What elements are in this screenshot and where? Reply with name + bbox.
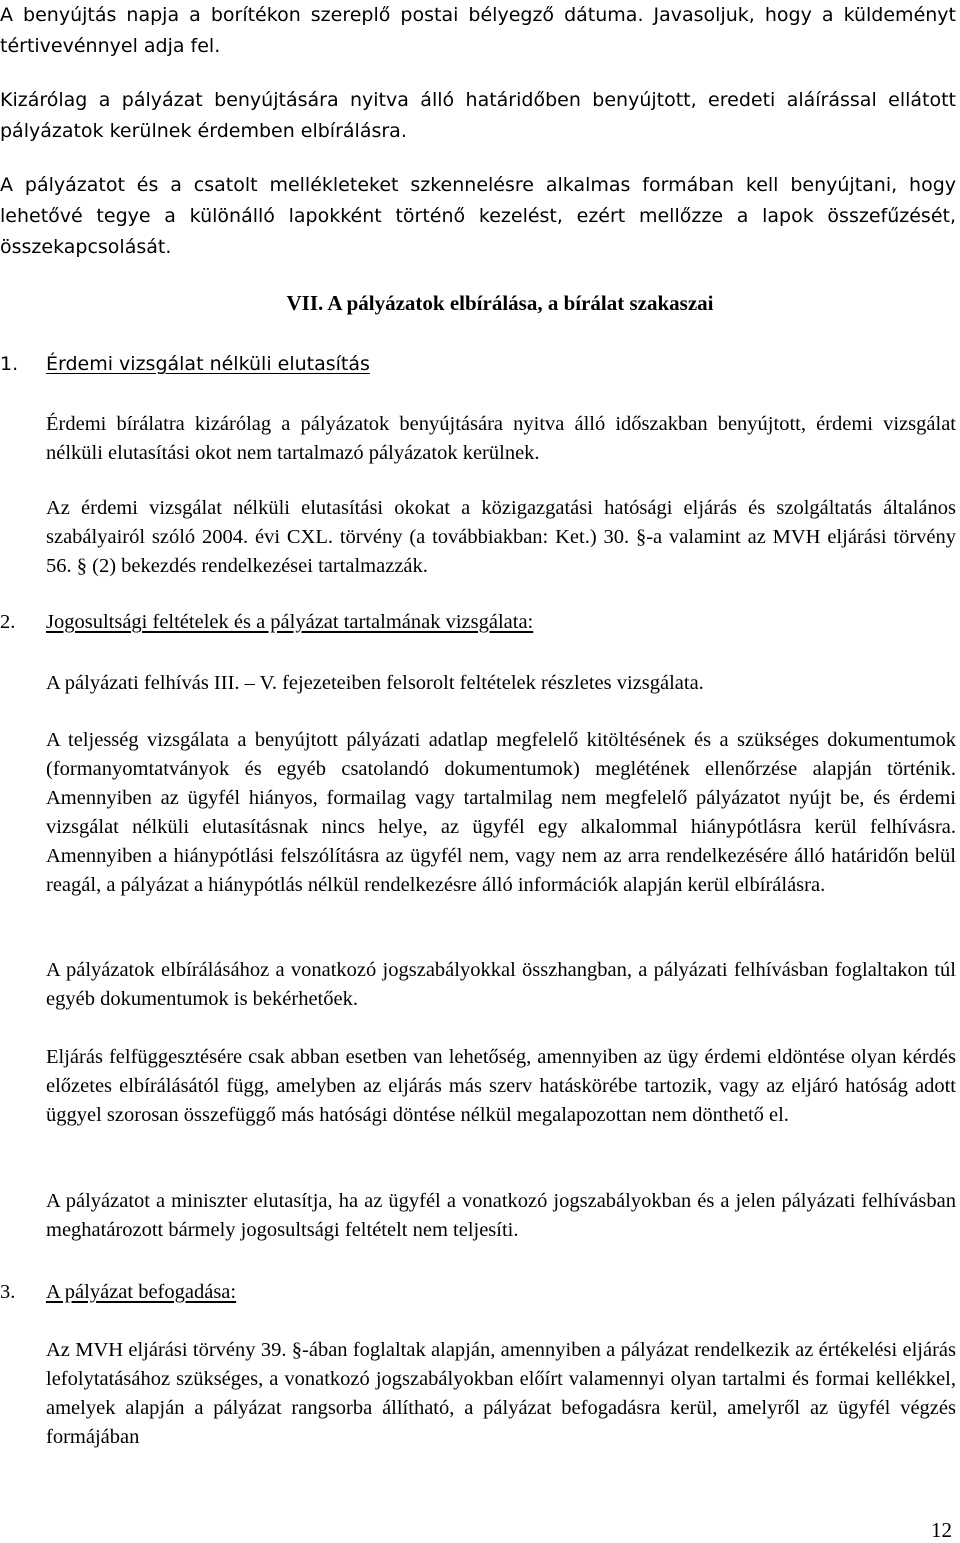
item-2-paragraph-3: A pályázatok elbírálásához a vonatkozó jogszabályokkal összhangban, a pályázati felhívásban foglaltakon túl egyéb dokumentumok is bekérhetőek.	[46, 959, 956, 1010]
section-title: VII. A pályázatok elbírálása, a bírálat szakaszai	[286, 291, 714, 315]
item-1-title: Érdemi vizsgálat nélküli elutasítás	[46, 353, 370, 375]
item-3-number: 3.	[0, 1281, 16, 1303]
page-number: 12	[931, 1518, 952, 1542]
intro-paragraph-postmark: A benyújtás napja a borítékon szereplő postai bélyegző dátuma. Javasoljuk, hogy a küldeményt tértivevénnyel adja fel.	[0, 4, 956, 57]
item-2-paragraph-5: A pályázatot a miniszter elutasítja, ha az ügyfél a vonatkozó jogszabályokban és a jelen pályázati felhívásban meghatározott bármely jogosultsági feltételt nem teljesíti.	[46, 1190, 956, 1241]
item-1-number: 1.	[0, 353, 19, 375]
item-3-paragraph-1: Az MVH eljárási törvény 39. §-ában foglaltak alapján, amennyiben a pályázat rendelkezik az értékelési eljárás lefolytatásához szükséges, a vonatkozó jogszabályokban előírt valamennyi olyan tartalmi és formai kellékkel, amelyek alapján a pályázat rangsorba állítható, a pályázat befogadásra kerül, amelyről az ügyfél végzés formájában	[46, 1339, 956, 1448]
intro-paragraph-scanning: A pályázatot és a csatolt mellékleteket szkennelésre alkalmas formában kell benyújtani, hogy lehetővé tegye a különálló lapokként történő kezelést, ezért mellőzze a lapok összefűzését, összekapcsolását.	[0, 174, 956, 258]
item-1-paragraph-1: Érdemi bírálatra kizárólag a pályázatok benyújtására nyitva álló időszakban benyújtott, érdemi vizsgálat nélküli elutasítási okot nem tartalmazó pályázatok kerülnek.	[46, 413, 956, 464]
item-1-paragraph-2: Az érdemi vizsgálat nélküli elutasítási okokat a közigazgatási hatósági eljárás és szolgáltatás általános szabályairól szóló 2004. évi CXL. törvény (a továbbiakban: Ket.) 30. §-a valamint az MVH eljárási törvény 56. § (2) bekezdés rendelkezései tartalmazzák.	[46, 497, 956, 577]
item-2-number: 2.	[0, 611, 16, 633]
item-2-paragraph-1: A pályázati felhívás III. – V. fejezeteiben felsorolt feltételek részletes vizsgálata.	[46, 672, 704, 694]
item-2-paragraph-4: Eljárás felfüggesztésére csak abban esetben van lehetőség, amennyiben az ügy érdemi eldöntése olyan kérdés előzetes elbírálásától függ, amelyben az eljárás más szerv hatáskörébe tartozik, vagy az eljáró hatóság adott üggyel szorosan összefüggő más hatósági döntése nélkül megalapozottan nem dönthető el.	[46, 1046, 956, 1126]
item-3-title: A pályázat befogadása:	[46, 1281, 237, 1303]
item-2-title: Jogosultsági feltételek és a pályázat tartalmának vizsgálata:	[46, 611, 534, 633]
item-2-paragraph-2: A teljesség vizsgálata a benyújtott pályázati adatlap megfelelő kitöltésének és a szükséges dokumentumok (formanyomtatványok és egyéb csatolandó dokumentumok) meglétének ellenőrzése alapján történik. Amennyiben az ügyfél hiányos, formailag vagy tartalmilag nem megfelelő pályázatot nyújt be, és érdemi vizsgálat nélküli elutasításnak nincs helye, az ügyfél egy alkalommal hiánypótlásra kerül felhívásra. Amennyiben a hiánypótlási felszólításra az ügyfél nem, vagy nem az arra rendelkezésére álló határidőn belül reagál, a pályázat a hiánypótlás nélkül rendelkezésre álló információk alapján kerül elbírálásra.	[46, 729, 956, 896]
intro-paragraph-original-signature: Kizárólag a pályázat benyújtására nyitva álló határidőben benyújtott, eredeti aláírással ellátott pályázatok kerülnek érdemben elbírálásra.	[0, 89, 956, 142]
